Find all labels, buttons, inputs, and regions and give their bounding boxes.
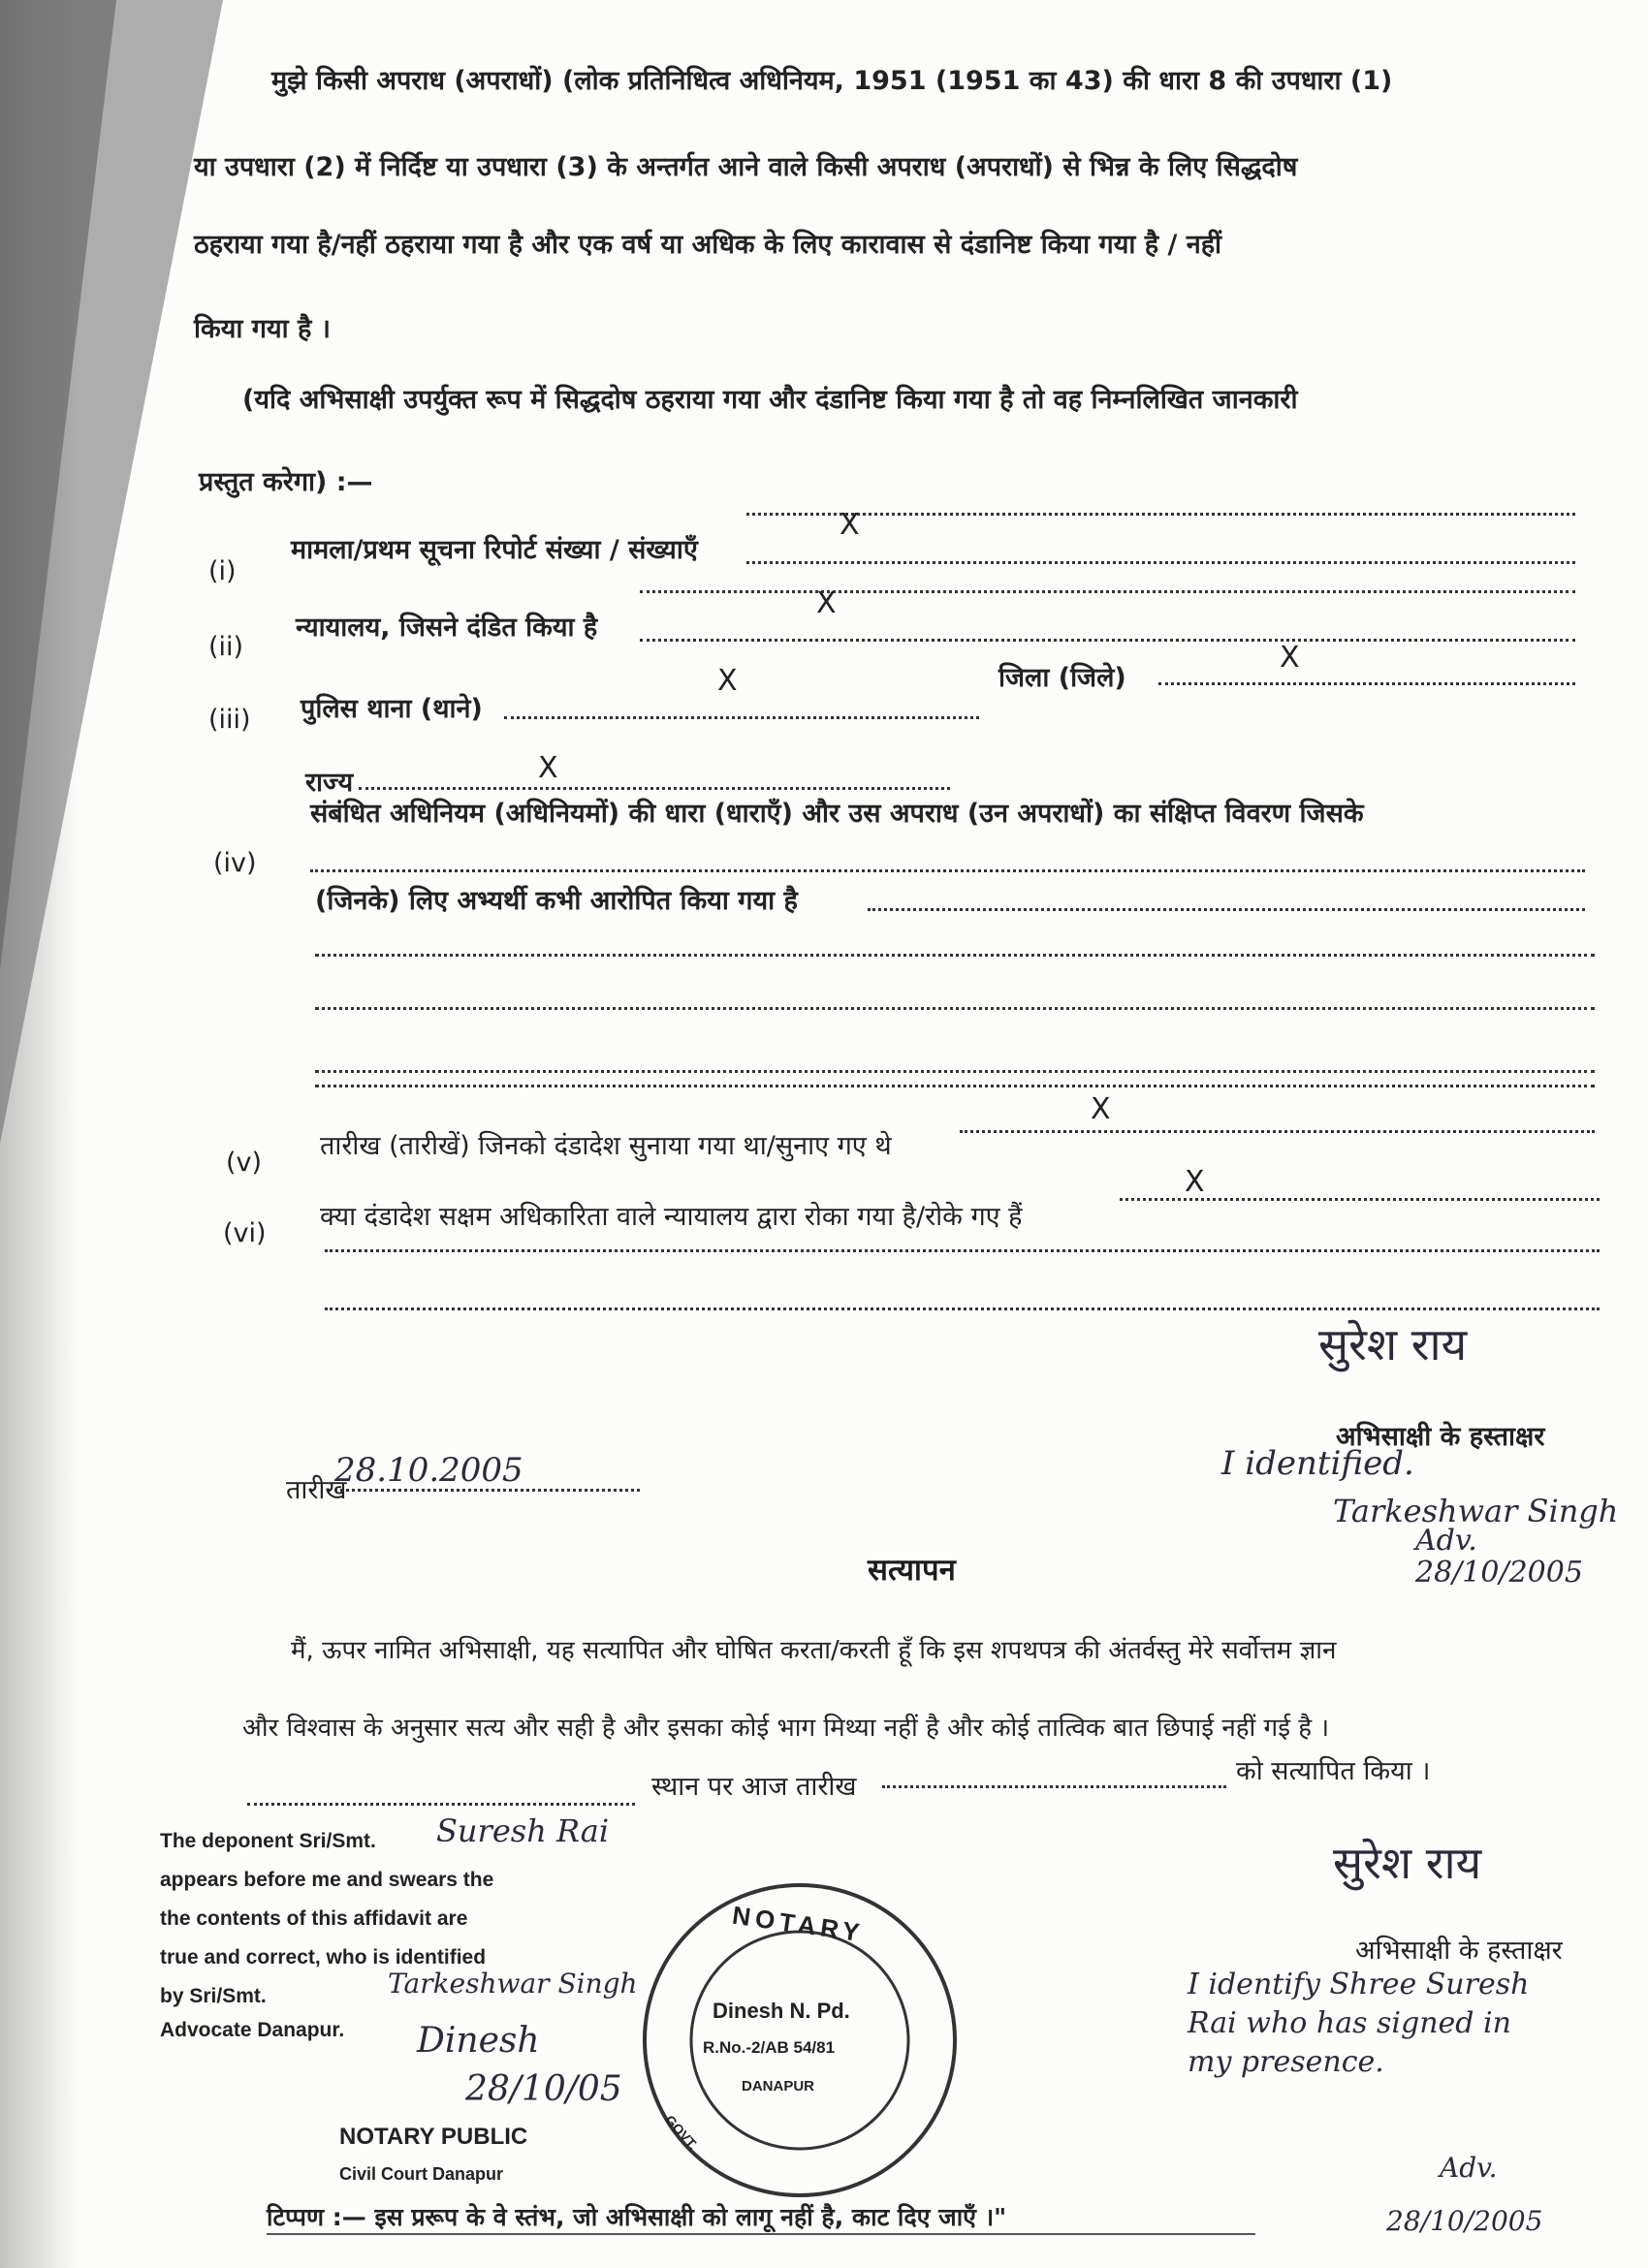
notary-line-7: NOTARY PUBLIC <box>339 2124 528 2150</box>
item-iv-dotted-line-2 <box>315 1003 1595 1010</box>
hw-identify-note-1: I identify Shree Suresh <box>1188 1968 1530 2001</box>
date-label: तारीख <box>286 1475 347 1505</box>
verification-line-1: मैं, ऊपर नामित अभिसाक्षी, यह सत्यापित और घोषित करता/करती हूँ कि इस शपथपत्र की अंतर्वस्तु मेरे सर्वोत्तम ज्ञान <box>291 1636 1337 1665</box>
item-vi-number: (vi) <box>223 1218 267 1248</box>
notary-deponent-name: Suresh Rai <box>436 1812 610 1849</box>
item-ii-number: (ii) <box>208 632 244 662</box>
item-iii-police-dotted-line <box>504 712 979 719</box>
item-ii-label: न्यायालय, जिसने दंडित किया है <box>296 613 598 643</box>
verification-place-label: स्थान पर आज तारीख <box>651 1772 857 1802</box>
item-iii-state-cross-mark: X <box>538 751 558 785</box>
item-iv-dotted-line-3 <box>315 1081 1595 1087</box>
item-i-number: (i) <box>208 556 237 586</box>
notary-line-1: The deponent Sri/Smt. <box>160 1830 376 1852</box>
notary-line-6: Advocate Danapur. <box>160 2019 345 2041</box>
deponent-signature-label-2: अभिसाक्षी के हस्ताक्षर <box>1355 1936 1563 1966</box>
identified-note-2: Tarkeshwar Singh <box>1333 1493 1619 1529</box>
item-v-label: तारीख (तारीखें) जिनको दंडादेश सुनाया गया था/सुनाए गए थे <box>320 1131 892 1161</box>
verification-heading: सत्यापन <box>868 1553 956 1588</box>
verification-line-2: और विश्वास के अनुसार सत्य और सही है और इसका कोई भाग मिथ्या नहीं है और कोई तात्विक बात छिपाई नहीं गई है । <box>242 1714 1330 1743</box>
deponent-signature-label-1: अभिसाक्षी के हस्ताक्षर <box>1336 1422 1545 1452</box>
clause-line-1: मुझे किसी अपराध (अपराधों) (लोक प्रतिनिधित्व अधिनियम, 1951 (1951 का 43) की धारा 8 की उपधारा (1) <box>271 66 1393 96</box>
notary-line-3: the contents of this affidavit are <box>160 1907 468 1930</box>
item-v-dotted-line <box>960 1126 1595 1133</box>
item-i-dotted-line-top <box>746 509 1575 516</box>
hw-identify-note-2: Rai who has signed in <box>1188 2006 1511 2040</box>
notary-identifier-name: Tarkeshwar Singh <box>388 1968 638 2000</box>
notary-seal <box>640 1880 960 2200</box>
item-vi-dotted-line-2 <box>325 1304 1600 1310</box>
item-iii-label: पुलिस थाना (थाने) <box>301 694 483 724</box>
identified-note-3: Adv. <box>1415 1524 1477 1558</box>
hw-identify-note-5: 28/10/2005 <box>1386 2205 1543 2237</box>
item-iv-dotted-line-3a <box>315 1066 1595 1073</box>
item-iii-police-cross-mark: X <box>717 664 738 698</box>
seal-top-text: NOTARY <box>730 1900 867 1948</box>
notary-line-8: Civil Court Danapur <box>339 2164 504 2184</box>
item-i-cross-mark: X <box>840 508 860 542</box>
deponent-signature-2: सुरेश राय <box>1333 1837 1482 1889</box>
item-iv-label-2: (जिनके) लिए अभ्यर्थी कभी आरोपित किया गया है <box>315 886 798 916</box>
item-iii-number: (iii) <box>208 705 251 735</box>
item-vi-dotted-line-2a <box>325 1245 1600 1252</box>
date-value: 28.10.2005 <box>334 1451 523 1490</box>
notary-line-2: appears before me and swears the <box>160 1869 494 1891</box>
identified-date: 28/10/2005 <box>1415 1556 1583 1590</box>
seal-side-text: GOVT. <box>662 2112 702 2153</box>
hw-identify-note-3: my presence. <box>1188 2045 1384 2079</box>
item-iii-district-cross-mark: X <box>1280 641 1300 675</box>
item-iv-number: (iv) <box>213 848 257 878</box>
clause-line-2: या उपधारा (2) में निर्दिष्ट या उपधारा (3) के अन्तर्गत आने वाले किसी अपराध (अपराधों) से भिन्न के लिए सिद्धदोष <box>194 152 1298 182</box>
item-vi-label: क्या दंडादेश सक्षम अधिकारिता वाले न्यायालय द्वारा रोका गया है/रोके गए हैं <box>320 1202 1023 1232</box>
item-v-number: (v) <box>226 1148 263 1178</box>
item-iv-label-1: संबंधित अधिनियम (अधिनियमों) की धारा (धाराएँ) और उस अपराध (उन अपराधों) का संक्षिप्त विवरण जिसके <box>310 799 1364 829</box>
footer-rule <box>267 2229 1255 2235</box>
item-i-label: मामला/प्रथम सूचना रिपोर्ट संख्या / संख्याएँ <box>291 535 698 565</box>
verification-place-dotted-line <box>247 1799 635 1806</box>
deponent-signature-1: सुरेश राय <box>1318 1318 1468 1370</box>
item-iii-state-label: राज्य <box>305 768 354 798</box>
verification-verified-label: को सत्यापित किया । <box>1236 1756 1431 1786</box>
seal-reg-no: R.No.-2/AB 54/81 <box>703 2038 836 2057</box>
left-edge-shadow <box>0 0 78 2268</box>
notary-signature: Dinesh <box>417 2021 540 2061</box>
item-vi-cross-mark: X <box>1185 1165 1205 1199</box>
clause-line-3: ठहराया गया है/नहीं ठहराया गया है और एक वर्ष या अधिक के लिए कारावास से दंडानिष्ट किया गया है / नहीं <box>194 230 1222 260</box>
item-ii-cross-mark: X <box>816 586 837 620</box>
item-iii-district-label: जिला (जिले) <box>998 663 1126 693</box>
item-i-dotted-line <box>746 557 1575 564</box>
item-ii-dotted-line <box>640 635 1575 642</box>
verification-date-dotted-line <box>882 1781 1226 1788</box>
notary-hw-date: 28/10/05 <box>465 2069 622 2109</box>
hw-identify-note-4: Adv. <box>1440 2152 1498 2184</box>
note-line-1: (यदि अभिसाक्षी उपर्युक्त रूप में सिद्धदोष ठहराया गया और दंडानिष्ट किया गया है तो वह निम्नलिखित जानकारी <box>242 385 1298 415</box>
note-line-2: प्रस्तुत करेगा) :— <box>199 467 373 497</box>
notary-line-5: by Sri/Smt. <box>160 1985 267 2007</box>
item-v-cross-mark: X <box>1091 1092 1111 1126</box>
item-ii-dotted-line-top <box>640 586 1575 593</box>
clause-line-4: किया गया है । <box>194 314 332 344</box>
item-iii-district-dotted-line <box>1158 678 1575 685</box>
identified-note-1: I identified. <box>1221 1444 1414 1483</box>
item-iv-dotted-line-2a <box>315 950 1595 957</box>
footer-note: टिप्पण :— इस प्ररूप के वे स्तंभ, जो अभिसाक्षी को लागू नहीं है, काट दिए जाएँ ।" <box>267 2203 1007 2231</box>
item-iv-dotted-line-0 <box>310 866 1585 872</box>
seal-place: DANAPUR <box>742 2078 814 2095</box>
item-iii-state-dotted-line <box>359 783 950 790</box>
date-dotted-line <box>334 1485 640 1492</box>
item-iv-dotted-line-1 <box>868 904 1585 911</box>
notary-line-4: true and correct, who is identified <box>160 1946 487 1969</box>
seal-name: Dinesh N. Pd. <box>713 1999 850 2023</box>
